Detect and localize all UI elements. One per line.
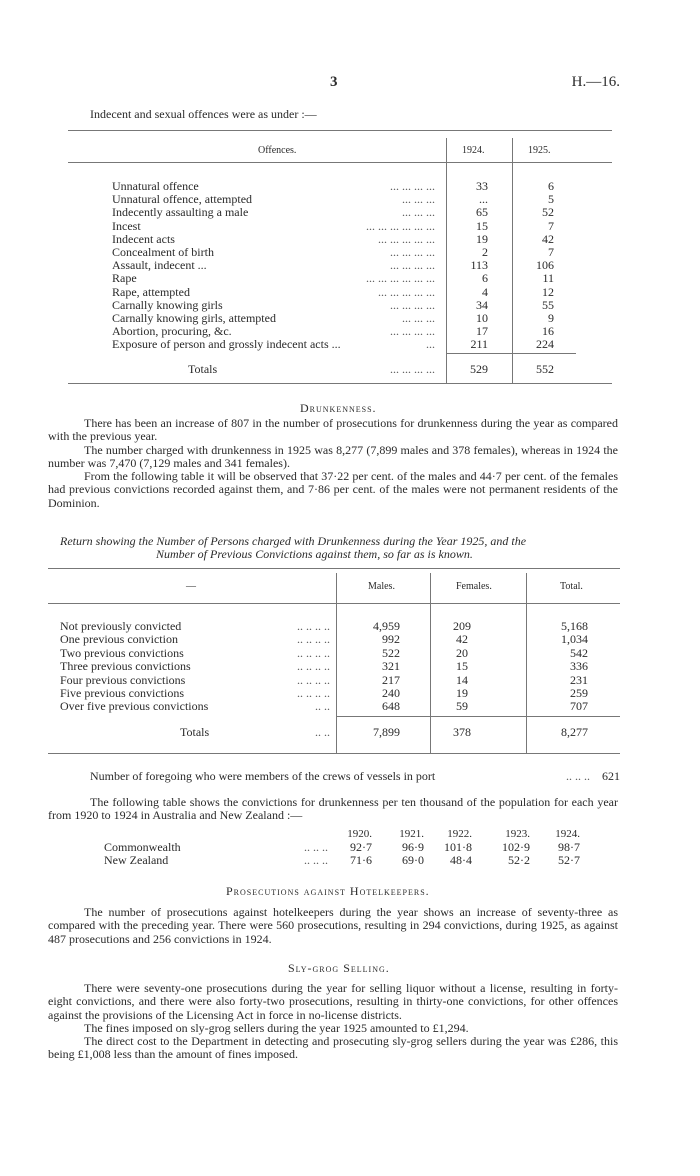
convictions-label-header: — — [186, 581, 196, 592]
offence-label: Carnally knowing girls — [112, 297, 223, 312]
sly-grog-para-1: There were seventy-one prosecutions during the year for selling liquor without a license, resulting in forty-eight convictions, and there were also forty-two prosecutions, resulting in thirty-one convictions, for other offences against the provisions of the Licensing Act in force in no-license districts. — [48, 981, 618, 1022]
offence-1925-value: 55 — [542, 297, 554, 312]
offence-label: Exposure of person and grossly indecent acts ... — [112, 337, 341, 352]
offence-1925-value: 42 — [542, 231, 554, 246]
offence-dots: ... ... ... ... — [390, 245, 435, 259]
sly-grog-text — [48, 982, 618, 1062]
offence-1924-value: 15 — [476, 218, 488, 233]
offences-total-1924: 529 — [470, 362, 488, 376]
return-caption-line-1: Return showing the Number of Persons charged with Drunkenness during the Year 1925, and the — [60, 534, 527, 548]
population-value: 71·6 — [350, 853, 372, 867]
offence-dots: ... ... ... — [402, 311, 435, 325]
conviction-dots: .. .. .. .. — [297, 672, 330, 687]
total-females: 378 — [453, 725, 471, 739]
sly-grog-para-3: The direct cost to the Department in detecting and prosecuting sly-grog sellers during the year was £286, this being £1,008 less than the amount of fines imposed. — [48, 1034, 618, 1062]
population-intro: The following table shows the convictions for drunkenness per ten thousand of the population for each year from 1920 to 1924 in Australia and New Zealand :— — [48, 795, 618, 823]
offence-1925-value: 9 — [548, 311, 554, 325]
total-value: 336 — [570, 659, 588, 674]
crews-dots: .. .. .. — [566, 769, 590, 783]
population-row-dots: .. .. .. — [304, 853, 328, 867]
offence-label: Assault, indecent ... — [112, 258, 207, 273]
population-year-header: 1922. — [447, 828, 472, 840]
females-value: 59 — [456, 699, 468, 714]
offence-dots: ... ... ... ... ... ... — [366, 271, 435, 286]
population-year-header: 1920. — [347, 828, 372, 840]
offence-1924-value: 6 — [482, 271, 488, 286]
offence-label: Concealment of birth — [112, 245, 214, 259]
conviction-label: Five previous convictions — [60, 686, 184, 700]
hotelkeepers-heading: Prosecutions against Hotelkeepers. — [226, 884, 430, 898]
total-males: 7,899 — [373, 725, 400, 739]
offence-label: Abortion, procuring, &c. — [112, 324, 232, 339]
offence-1924-value: 2 — [482, 245, 488, 259]
males-header: Males. — [368, 581, 395, 592]
drunkenness-para-3: From the following table it will be observed that 37·22 per cent. of the males and 44·7 per cent. of the females had previous convictions recorded against them, and 7·86 per cent. of the males were not permanent residents of the Dominion. — [48, 469, 618, 510]
crews-text: Number of foregoing who were members of the crews of vessels in port — [90, 769, 436, 783]
females-value: 209 — [453, 619, 471, 633]
offence-dots: ... ... ... ... ... — [378, 284, 435, 299]
conviction-label: Three previous convictions — [60, 659, 191, 674]
population-year-header: 1923. — [505, 828, 530, 840]
total-value: 542 — [570, 645, 588, 660]
total-value: 707 — [570, 699, 588, 714]
offence-1924-value: 33 — [476, 179, 488, 193]
drunkenness-heading: Drunkenness. — [300, 401, 377, 415]
males-value: 217 — [382, 672, 400, 687]
total-all: 8,277 — [561, 725, 588, 739]
males-value: 648 — [382, 699, 400, 714]
population-row-label: New Zealand — [104, 853, 169, 867]
conviction-label: Not previously convicted — [60, 619, 182, 633]
offence-1924-value: 19 — [476, 231, 488, 246]
offence-label: Unnatural offence, attempted — [112, 192, 253, 207]
offences-totals-label: Totals — [188, 362, 218, 376]
drunkenness-para-2: The number charged with drunkenness in 1925 was 8,277 (7,899 males and 378 females), whereas in 1924 the number was 7,470 (7,129 males and 341 females). — [48, 442, 618, 470]
offence-1924-value: 34 — [476, 297, 488, 312]
conviction-dots: .. .. .. .. — [297, 659, 330, 674]
drunkenness-text — [48, 417, 618, 510]
offence-label: Indecent acts — [112, 231, 175, 246]
conviction-dots: .. .. .. .. — [297, 632, 330, 647]
females-value: 42 — [456, 632, 468, 647]
hotelkeepers-para: The number of prosecutions against hotelkeepers during the year shows an increase of seventy-three as compared with the preceding year. There were 560 prosecutions, resulting in 294 convictions, during 1925, as against 487 prosecutions and 256 convictions in 1924. — [48, 905, 618, 946]
conviction-label: Two previous convictions — [60, 645, 184, 660]
offences-total-1925: 552 — [536, 362, 554, 376]
conviction-dots: .. .. .. .. — [297, 619, 330, 633]
offence-1925-value: 12 — [542, 284, 554, 299]
page-number: 3 — [330, 74, 338, 90]
offence-1924-value: 17 — [476, 324, 488, 339]
females-value: 19 — [456, 686, 468, 700]
population-value: 92·7 — [350, 840, 372, 854]
males-value: 4,959 — [373, 619, 400, 633]
population-value: 69·0 — [402, 853, 424, 867]
total-value: 259 — [570, 686, 588, 700]
offence-dots: ... ... ... ... ... ... — [366, 218, 435, 233]
offence-1925-value: 6 — [548, 179, 554, 193]
offences-col-header: Offences. — [258, 145, 297, 156]
conviction-dots: .. .. — [315, 699, 330, 714]
population-row-label: Commonwealth — [104, 840, 181, 854]
sly-grog-heading: Sly-grog Selling. — [288, 961, 390, 975]
population-value: 98·7 — [558, 840, 580, 854]
offence-1925-value: 5 — [548, 192, 554, 207]
offence-dots: ... ... ... — [402, 205, 435, 220]
offence-1924-value: ... — [479, 192, 488, 207]
conviction-label: Four previous convictions — [60, 672, 186, 687]
offence-1925-value: 52 — [542, 205, 554, 220]
offence-1925-value: 106 — [536, 258, 554, 273]
females-value: 14 — [456, 672, 468, 687]
offence-label: Unnatural offence — [112, 179, 199, 193]
conviction-dots: .. .. .. .. — [297, 645, 330, 660]
offence-label: Incest — [112, 218, 141, 233]
offence-1925-value: 7 — [548, 245, 554, 259]
offence-1925-value: 7 — [548, 218, 554, 233]
offence-dots: ... — [426, 337, 435, 352]
population-value: 52·2 — [508, 853, 530, 867]
population-value: 101·8 — [444, 840, 472, 854]
offence-1924-value: 4 — [482, 284, 488, 299]
females-header: Females. — [456, 581, 492, 592]
females-value: 15 — [456, 659, 468, 674]
offence-label: Rape — [112, 271, 137, 286]
population-value: 96·9 — [402, 840, 424, 854]
males-value: 522 — [382, 645, 400, 660]
offence-1924-value: 65 — [476, 205, 488, 220]
population-value: 52·7 — [558, 853, 580, 867]
year-1925-header: 1925. — [528, 145, 551, 156]
offence-dots: ... ... ... ... — [390, 179, 435, 193]
females-value: 20 — [456, 645, 468, 660]
offence-dots: ... ... ... ... ... — [378, 231, 435, 246]
population-year-header: 1924. — [555, 828, 580, 840]
document-reference: H.—16. — [571, 74, 620, 90]
offence-1924-value: 211 — [470, 337, 488, 352]
offence-dots: ... ... ... ... — [390, 324, 435, 339]
population-intro-block — [48, 796, 618, 823]
total-header: Total. — [560, 581, 583, 592]
convictions-totals-dots: .. .. — [315, 725, 330, 739]
crews-value: 621 — [602, 769, 620, 783]
year-1924-header: 1924. — [462, 145, 485, 156]
population-value: 102·9 — [502, 840, 530, 854]
offence-label: Carnally knowing girls, attempted — [112, 311, 276, 325]
offence-dots: ... ... ... ... — [390, 258, 435, 273]
return-caption-line-2: Number of Previous Convictions against them, so far as is known. — [156, 547, 473, 561]
offence-1925-value: 11 — [542, 271, 554, 286]
offence-1925-value: 224 — [536, 337, 554, 352]
population-year-header: 1921. — [399, 828, 424, 840]
offence-1925-value: 16 — [542, 324, 554, 339]
males-value: 240 — [382, 686, 400, 700]
total-value: 1,034 — [561, 632, 588, 647]
conviction-dots: .. .. .. .. — [297, 686, 330, 700]
offence-1924-value: 10 — [476, 311, 488, 325]
offence-label: Indecently assaulting a male — [112, 205, 249, 220]
conviction-label: Over five previous convictions — [60, 699, 209, 714]
population-row-dots: .. .. .. — [304, 840, 328, 854]
conviction-label: One previous conviction — [60, 632, 178, 647]
males-value: 992 — [382, 632, 400, 647]
hotelkeepers-text — [48, 906, 618, 946]
offence-dots: ... ... ... ... — [390, 297, 435, 312]
convictions-totals-label: Totals — [180, 725, 210, 739]
offence-label: Rape, attempted — [112, 284, 190, 299]
sly-grog-para-2: The fines imposed on sly-grog sellers during the year 1925 amounted to £1,294. — [84, 1020, 469, 1035]
offences-totals-dots: ... ... ... ... — [390, 362, 435, 376]
offence-1924-value: 113 — [470, 258, 488, 273]
offence-dots: ... ... ... — [402, 192, 435, 207]
total-value: 5,168 — [561, 619, 588, 633]
males-value: 321 — [382, 659, 400, 674]
offences-intro: Indecent and sexual offences were as under :— — [90, 107, 317, 121]
population-value: 48·4 — [450, 853, 472, 867]
drunkenness-para-1: There has been an increase of 807 in the number of prosecutions for drunkenness during the year as compared with the previous year. — [48, 416, 618, 444]
total-value: 231 — [570, 672, 588, 687]
